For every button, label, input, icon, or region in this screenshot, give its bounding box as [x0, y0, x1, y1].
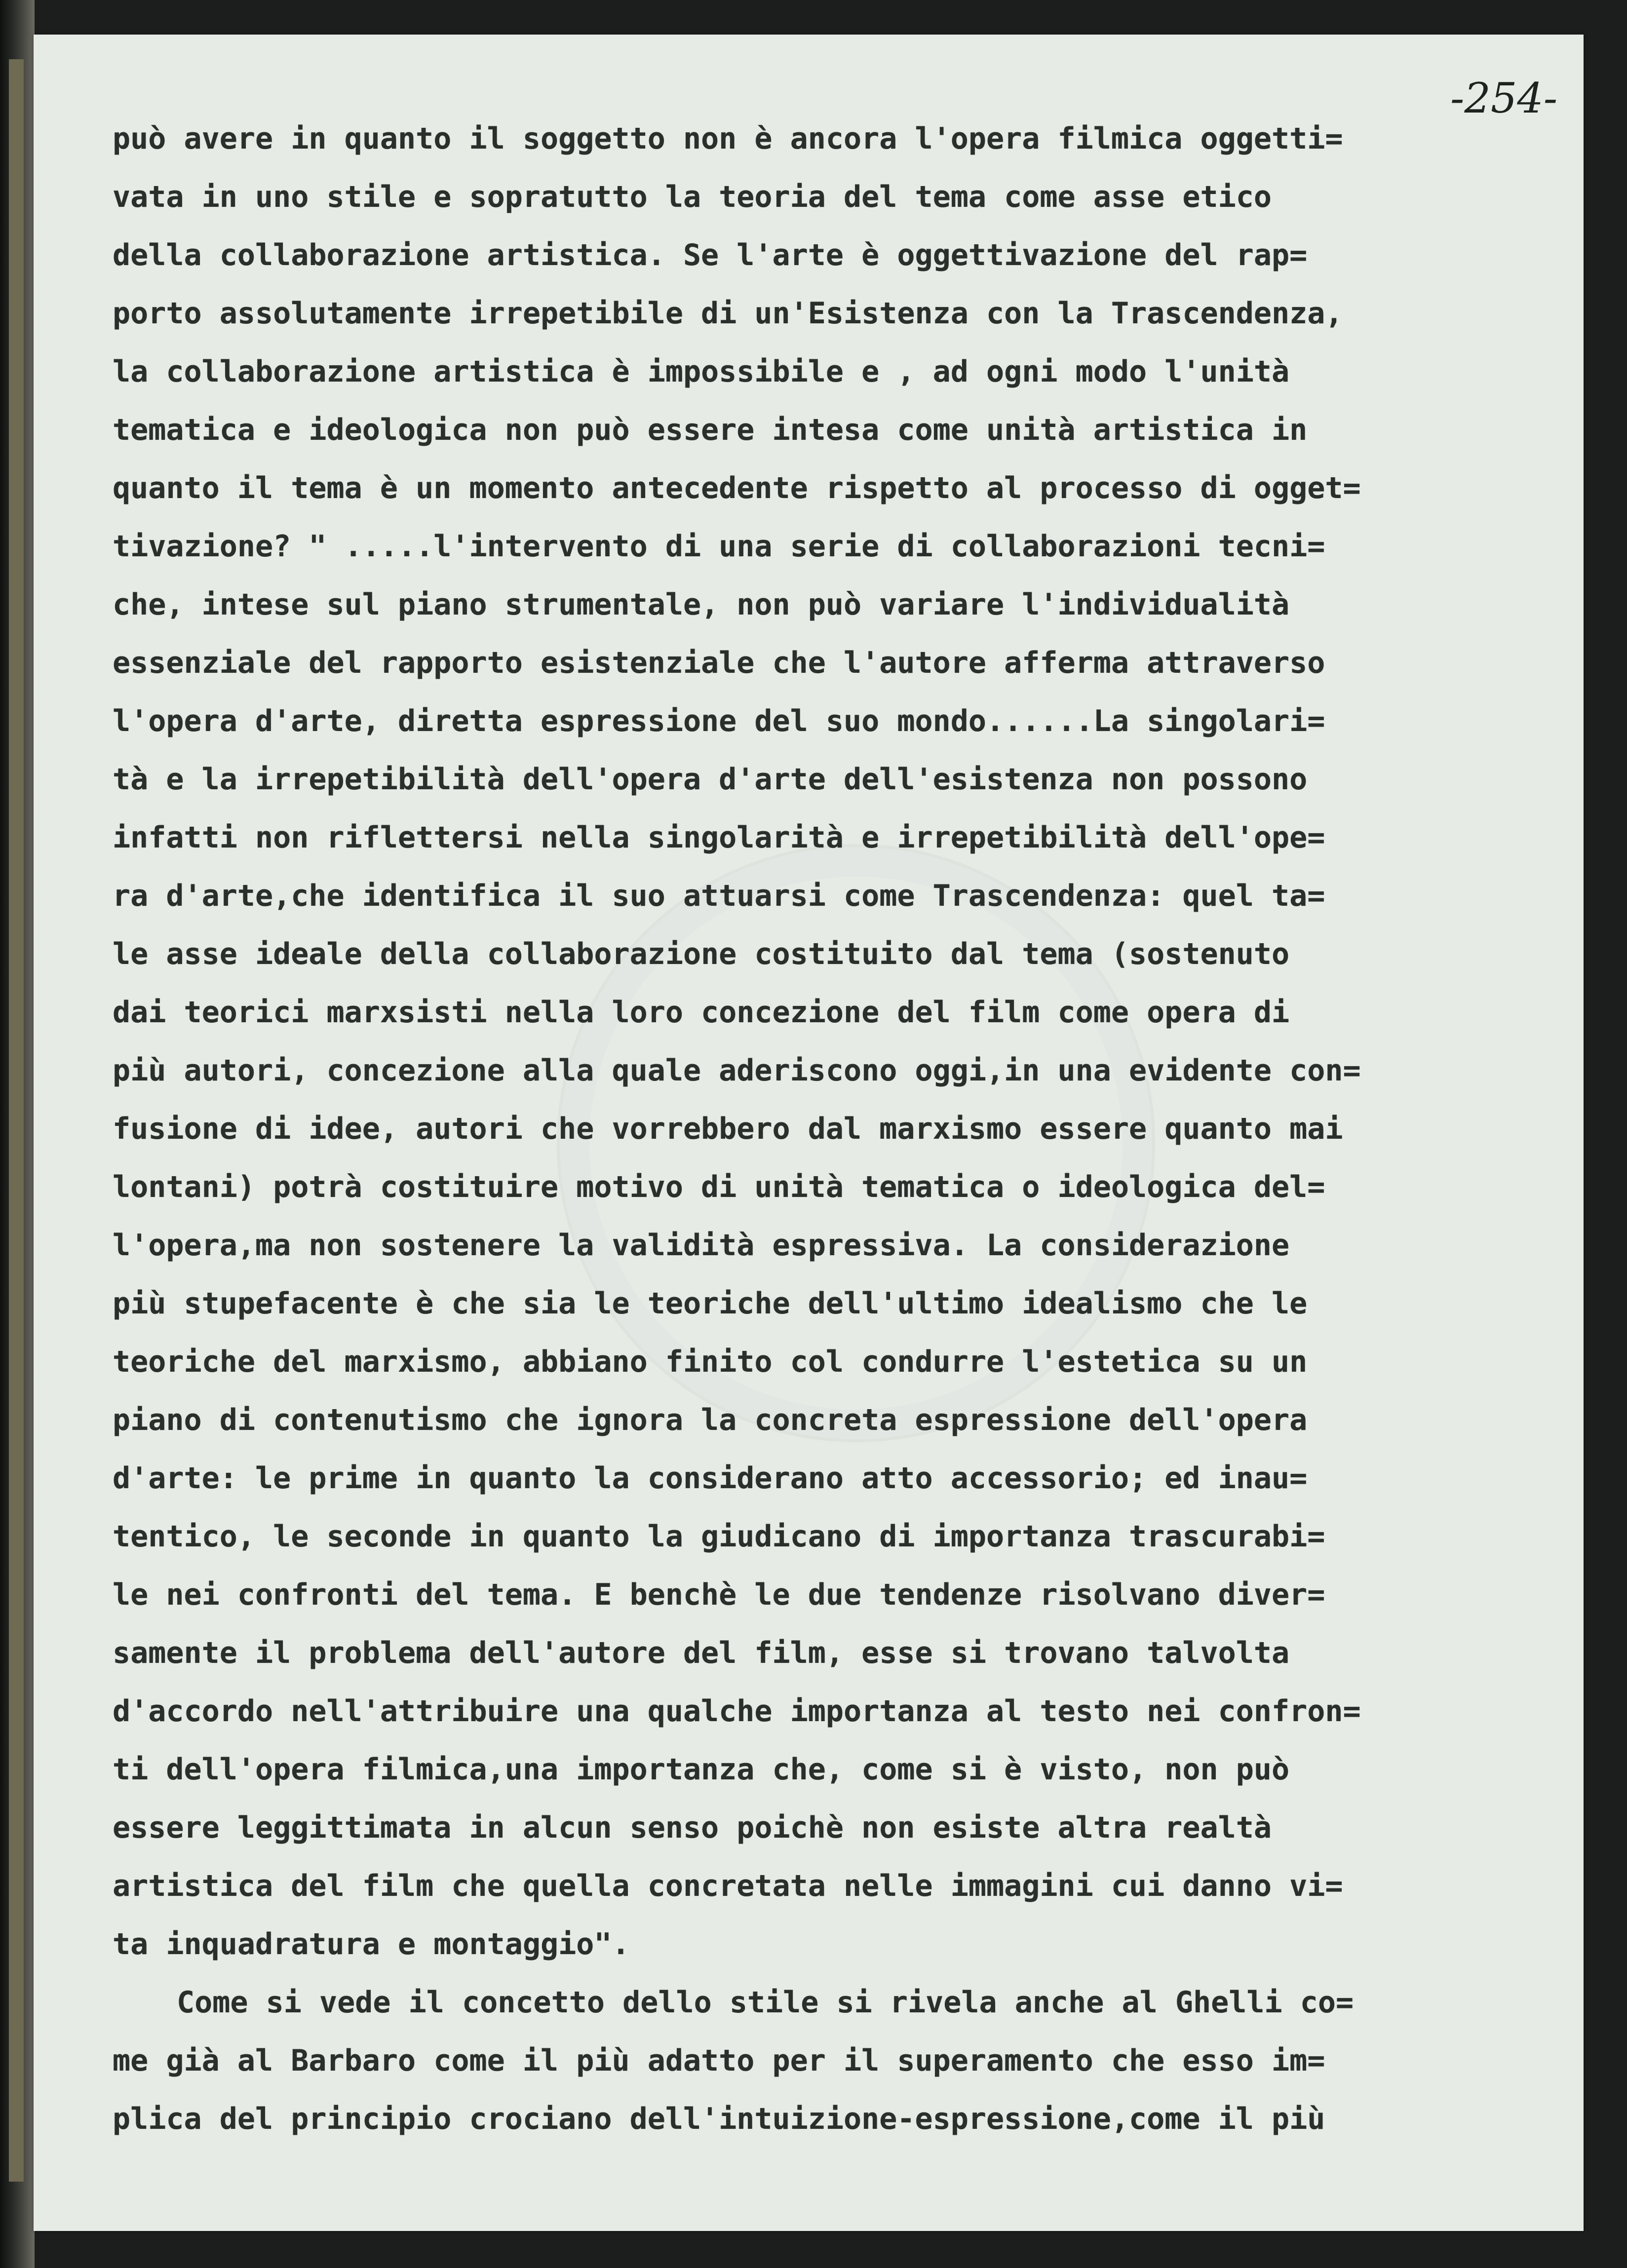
text-line: me già al Barbaro come il più adatto per il superamento che esso im= [113, 2043, 1325, 2078]
page-body [113, 110, 1574, 2148]
text-line: tivazione? " .....l'intervento di una serie di collaborazioni tecni= [113, 529, 1325, 564]
text-line: tà e la irrepetibilità dell'opera d'arte dell'esistenza non possono [113, 762, 1308, 797]
text-line: può avere in quanto il soggetto non è ancora l'opera filmica oggetti= [113, 121, 1343, 156]
text-line: la collaborazione artistica è impossibile e , ad ogni modo l'unità [113, 354, 1290, 389]
text-line: le nei confronti del tema. E benchè le due tendenze risolvano diver= [113, 1577, 1325, 1612]
text-line: teoriche del marxismo, abbiano finito col condurre l'estetica su un [113, 1345, 1308, 1379]
text-line: essere leggittimata in alcun senso poichè non esiste altra realtà [113, 1810, 1272, 1845]
text-line: plica del principio crociano dell'intuizione-espressione,come il più [113, 2102, 1325, 2136]
text-line: le asse ideale della collaborazione costituito dal tema (sostenuto [113, 937, 1290, 971]
text-line: quanto il tema è un momento antecedente rispetto al processo di ogget= [113, 471, 1361, 505]
text-line: lontani) potrà costituire motivo di unità tematica o ideologica del= [113, 1170, 1325, 1204]
typewritten-page [34, 35, 1584, 2231]
text-line: artistica del film che quella concretata nelle immagini cui danno vi= [113, 1869, 1343, 1903]
text-line: porto assolutamente irrepetibile di un'Esistenza con la Trascendenza, [113, 296, 1343, 331]
text-line: ta inquadratura e montaggio". [113, 1927, 630, 1961]
text-line: tematica e ideologica non può essere intesa come unità artistica in [113, 413, 1308, 447]
text-line: infatti non riflettersi nella singolarità e irrepetibilità dell'ope= [113, 820, 1325, 855]
text-line: tentico, le seconde in quanto la giudicano di importanza trascurabi= [113, 1519, 1325, 1554]
text-line: che, intese sul piano strumentale, non può variare l'individualità [113, 587, 1290, 622]
page-number: -254- [1450, 74, 1558, 122]
text-line: della collaborazione artistica. Se l'arte è oggettivazione del rap= [113, 238, 1308, 272]
text-line: d'arte: le prime in quanto la considerano atto accessorio; ed inau= [113, 1461, 1308, 1496]
text-line: fusione di idee, autori che vorrebbero dal marxismo essere quanto mai [113, 1112, 1343, 1146]
text-line: ra d'arte,che identifica il suo attuarsi come Trascendenza: quel ta= [113, 879, 1325, 913]
text-line: samente il problema dell'autore del film, esse si trovano talvolta [113, 1636, 1290, 1670]
text-line: ti dell'opera filmica,una importanza che, come si è visto, non può [113, 1752, 1290, 1787]
text-line: l'opera,ma non sostenere la validità espressiva. La considerazione [113, 1228, 1290, 1263]
text-line: l'opera d'arte, diretta espressione del suo mondo......La singolari= [113, 704, 1325, 738]
text-line: più autori, concezione alla quale aderiscono oggi,in una evidente con= [113, 1053, 1361, 1088]
text-line: d'accordo nell'attribuire una qualche importanza al testo nei confron= [113, 1694, 1361, 1729]
text-line: Come si vede il concetto dello stile si rivela anche al Ghelli co= [177, 1985, 1354, 2020]
text-line: vata in uno stile e sopratutto la teoria del tema come asse etico [113, 180, 1272, 214]
text-line: piano di contenutismo che ignora la concreta espressione dell'opera [113, 1403, 1308, 1437]
binding-edge [9, 59, 24, 2182]
text-line: dai teorici marxsisti nella loro concezione del film come opera di [113, 995, 1290, 1030]
text-line: più stupefacente è che sia le teoriche dell'ultimo idealismo che le [113, 1286, 1308, 1321]
text-line: essenziale del rapporto esistenziale che l'autore afferma attraverso [113, 646, 1325, 680]
